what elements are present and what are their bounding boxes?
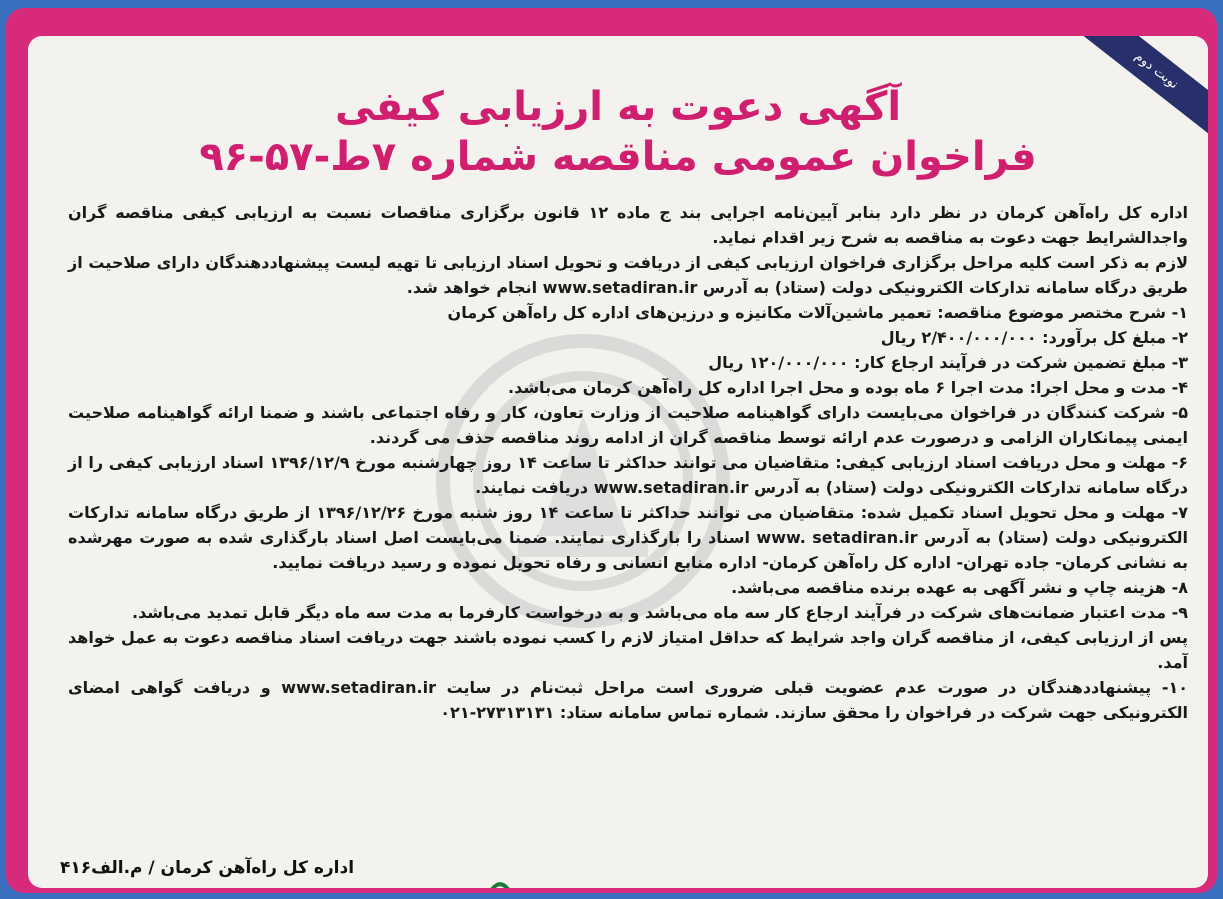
corner-badge: نوبت دوم <box>1067 36 1208 146</box>
item-6: ۶- مهلت و محل دریافت اسناد ارزیابی کیفی: متقاضیان می توانند حداکثر تا ساعت ۱۴ روز چهارشنبه مورخ ۱۳۹۶/۱۲/۹ اسناد ارزیابی کیفی را از درگاه سامانه تدارکات الکترونیکی دولت (ستاد) به آدرس www.setadiran.ir دریافت نمایند. <box>68 453 1189 497</box>
item-3: ۳- مبلغ تضمین شرکت در فرآیند ارجاع کار: ۱۲۰/۰۰۰/۰۰۰ ریال <box>708 353 1188 372</box>
item-10: ۱۰- پیشنهاددهندگان در صورت عدم عضویت قبلی ضروری است مراحل ثبت‌نام در سایت www.setadiran.ir و دریافت گواهی امضای الکترونیکی جهت شرکت در فراخوان را محقق سازند. شماره تماس سامانه ستاد: ۲۷۳۱۳۱۳۱-۰۲۱ <box>68 678 1188 722</box>
ad-paper <box>28 36 1208 888</box>
handwritten-number-icon <box>418 862 538 888</box>
ad-body <box>68 200 1188 725</box>
item-7: ۷- مهلت و محل تحویل اسناد تکمیل شده: متقاضیان می توانند حداکثر تا ساعت ۱۴ روز شنبه مورخ ۱۳۹۶/۱۲/۲۶ از طریق درگاه سامانه تدارکات الکترونیکی دولت (ستاد) به آدرس www. setadiran.ir اسناد را بارگذاری نمایند. ضمنا می‌بایست اصل اسناد بارگذاری شده به صورت مهرشده به نشانی کرمان- جاده تهران- اداره کل راه‌آهن کرمان- اداره منابع انسانی و رفاه تحویل نموده و رسید دریافت نمایید. <box>68 503 1189 572</box>
item-4: ۴- مدت و محل اجرا: مدت اجرا ۶ ماه بوده و محل اجرا اداره کل راه‌آهن کرمان می‌باشد. <box>508 378 1188 397</box>
note-paragraph: لازم به ذکر است کلیه مراحل برگزاری فراخوان ارزیابی کیفی از دریافت و تحویل اسناد ارزیابی تا تهیه لیست پیشنهاددهندگان دارای صلاحیت از طریق درگاه سامانه تدارکات الکترونیکی دولت (ستاد) به آدرس www.setadiran.ir انجام خواهد شد. <box>68 253 1188 297</box>
ad-title: آگهی دعوت به ارزیابی کیفی <box>334 84 902 130</box>
item-8: ۸- هزینه چاپ و نشر آگهی به عهده برنده مناقصه می‌باشد. <box>731 578 1188 597</box>
intro-paragraph: اداره کل راه‌آهن کرمان در نظر دارد بنابر آیین‌نامه اجرایی بند ج ماده ۱۲ قانون برگزاری مناقصات نسبت به ارزیابی کیفی مناقصه گران واجدالشرایط جهت دعوت به مناقصه به شرح زیر اقدام نماید. <box>68 203 1189 247</box>
item-9: ۹- مدت اعتبار ضمانت‌های شرکت در فرآیند ارجاع کار سه ماه می‌باشد و به درخواست کارفرما به مدت سه ماه دیگر قابل تمدید می‌باشد. <box>131 603 1188 622</box>
ad-subtitle: فراخوان عمومی مناقصه شماره ۷ط-۵۷-۹۶ <box>199 134 1037 180</box>
footer-signature: اداره کل راه‌آهن کرمان / م.الف۴۱۶ <box>60 858 355 878</box>
item-2: ۲- مبلغ کل برآورد: ۲/۴۰۰/۰۰۰/۰۰۰ ریال <box>880 328 1188 347</box>
after-evaluation-paragraph: پس از ارزیابی کیفی، از مناقصه گران واجد شرایط که حداقل امتیاز لازم را کسب نموده باشند جهت دریافت اسناد مناقصه دعوت به عمل خواهد آمد. <box>68 628 1188 672</box>
item-1: ۱- شرح مختصر موضوع مناقصه: تعمیر ماشین‌آلات مکانیزه و درزین‌های اداره کل راه‌آهن کرمان <box>447 303 1188 322</box>
ad-frame <box>6 8 1217 893</box>
item-5: ۵- شرکت کنندگان در فراخوان می‌بایست دارای گواهینامه صلاحیت از وزارت تعاون، کار و رفاه اجتماعی باشند و ضمنا ارائه گواهینامه صلاحیت ایمنی پیمانکاران الزامی و درصورت عدم ارائه توسط مناقصه گران از ادامه روند مناقصه حذف می گردند. <box>68 403 1188 447</box>
